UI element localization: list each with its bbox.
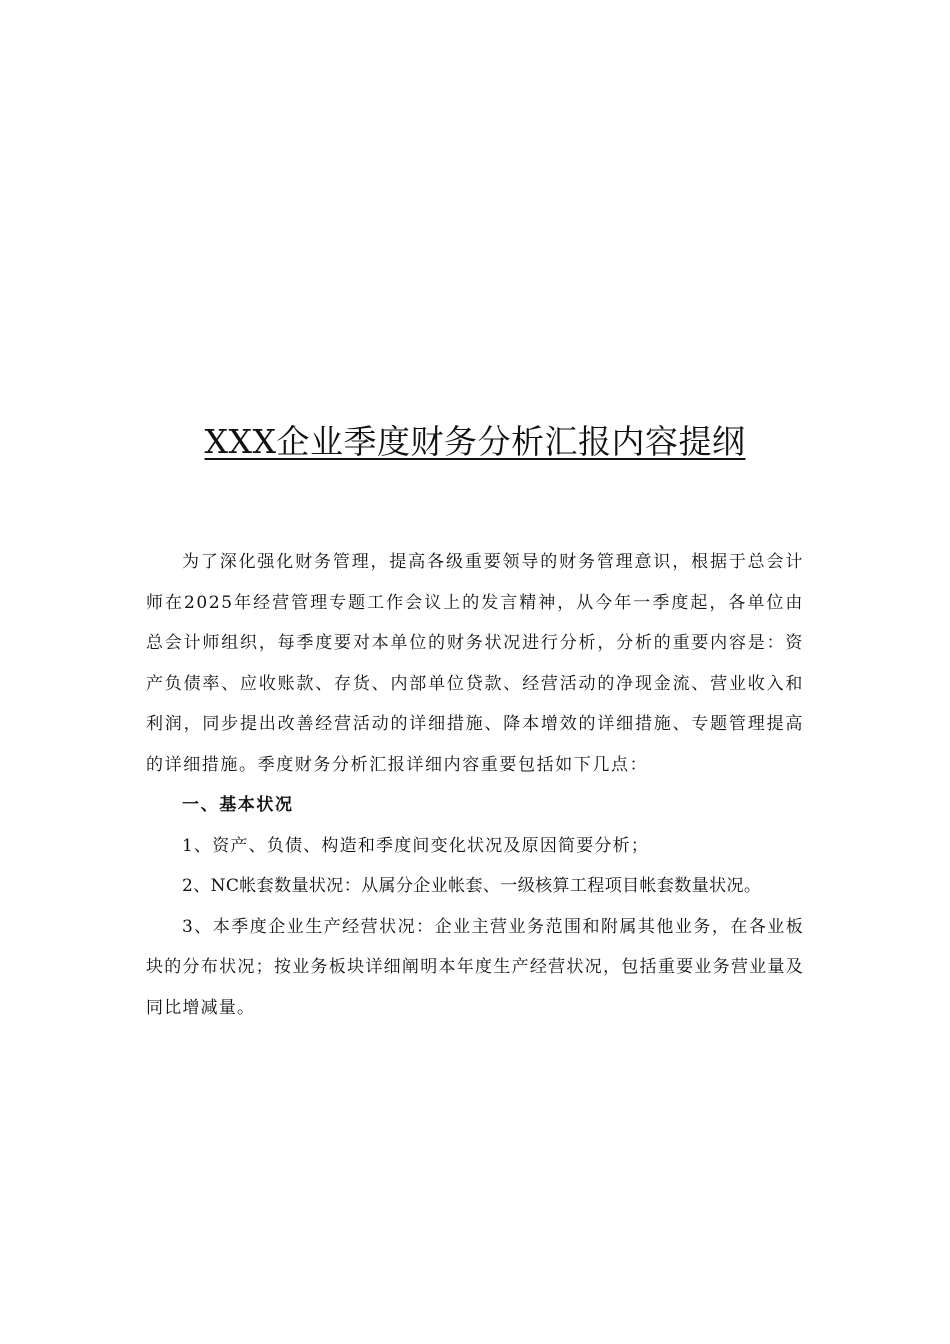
- document-title: XXX企业季度财务分析汇报内容提纲: [204, 422, 746, 461]
- intro-paragraph: 为了深化强化财务管理，提高各级重要领导的财务管理意识，根据于总会计师在2025年经营管理专题工作会议上的发言精神，从今年一季度起，各单位由总会计师组织，每季度要对本单位的财务状况进行分析，分析的重要内容是：资产负债率、应收账款、存货、内部单位贷款、经营活动的净现金流、营业收入和利润，同步提出改善经营活动的详细措施、降本增效的详细措施、专题管理提高的详细措施。季度财务分析汇报详细内容重要包括如下几点：: [146, 552, 804, 775]
- document-body: [146, 542, 804, 1028]
- list-item: 3、本季度企业生产经营状况：企业主营业务范围和附属其他业务，在各业板块的分布状况；按业务板块详细阐明本年度生产经营状况，包括重要业务营业量及同比增减量。: [146, 916, 804, 1018]
- list-item: 1、资产、负债、构造和季度间变化状况及原因简要分析；: [182, 835, 650, 856]
- list-item: 2、NC帐套数量状况：从属分企业帐套、一级核算工程项目帐套数量状况。: [182, 876, 762, 896]
- section-heading: 一、基本状况: [182, 795, 294, 815]
